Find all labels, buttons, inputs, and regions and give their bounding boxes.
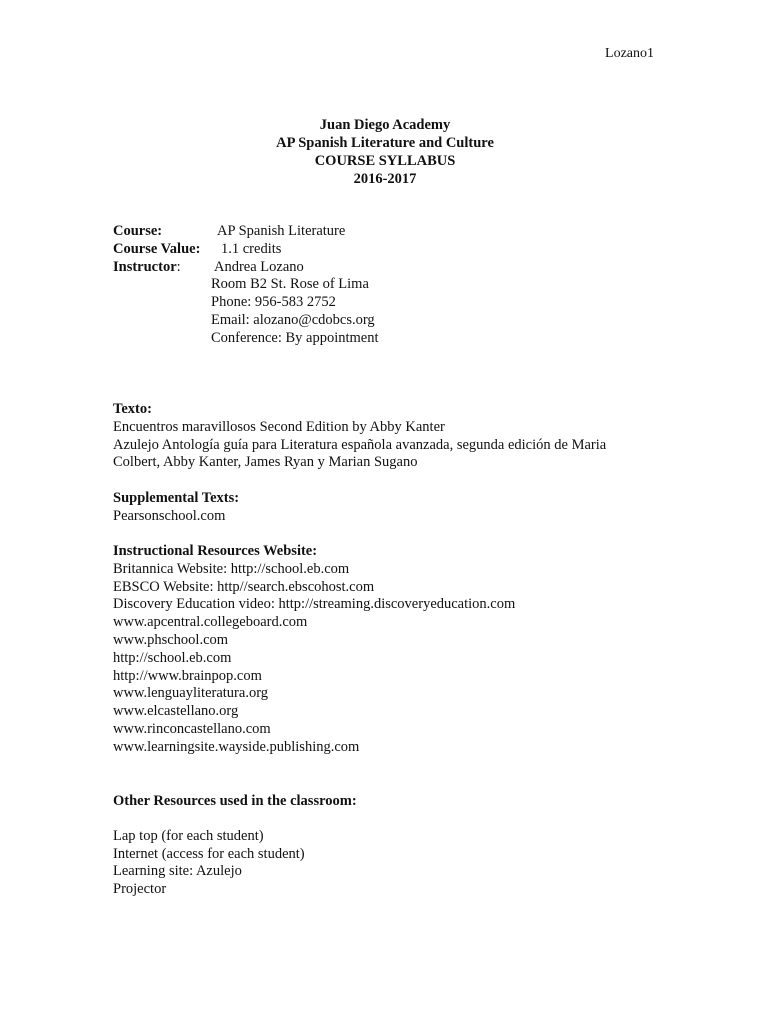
other-resources-heading: Other Resources used in the classroom: — [113, 793, 357, 809]
course-label: Course: — [113, 223, 163, 239]
instructor-row — [113, 258, 304, 277]
instructor-phone: Phone: 956-583 2752 — [211, 294, 336, 311]
supplemental-line: Pearsonschool.com — [113, 507, 226, 524]
course-row — [113, 223, 346, 241]
other-resource-line: Lap top (for each student) — [113, 827, 264, 844]
instructor-conference: Conference: By appointment — [211, 329, 379, 346]
instructor-room: Room B2 St. Rose of Lima — [211, 276, 369, 293]
course-value: AP Spanish Literature — [217, 223, 346, 239]
credits-value: 1.1 credits — [221, 240, 282, 257]
school-year: 2016-2017 — [353, 171, 417, 187]
supplemental-heading: Supplemental Texts: — [113, 490, 240, 506]
resource-line: http://school.eb.com — [113, 649, 232, 666]
other-resources-section — [113, 793, 673, 899]
room-row — [113, 276, 369, 294]
course-title: AP Spanish Literature and Culture — [276, 135, 494, 151]
other-resource-line: Projector — [113, 881, 167, 898]
instructor-label-text: Instructor — [113, 258, 177, 275]
resource-line: www.rinconcastellano.com — [113, 720, 271, 737]
instructor-email: Email: alozano@cdobcs.org — [211, 311, 375, 328]
texto-section — [113, 401, 673, 472]
other-resource-line: Internet (access for each student) — [113, 845, 305, 862]
page-header-label: Lozano1 — [605, 46, 654, 61]
conference-row — [113, 329, 379, 348]
email-row — [113, 311, 375, 330]
texto-line: Colbert, Abby Kanter, James Ryan y Marian Sugano — [113, 454, 418, 471]
course-value-row — [113, 240, 282, 259]
instructor-name: Andrea Lozano — [214, 258, 304, 275]
document-type: COURSE SYLLABUS — [314, 153, 456, 169]
instructor-label — [113, 259, 181, 277]
resource-line: Britannica Website: http://school.eb.com — [113, 560, 350, 577]
spacer — [113, 811, 673, 828]
resource-line: http://www.brainpop.com — [113, 667, 262, 684]
supplemental-section — [113, 490, 673, 526]
phone-row — [113, 294, 336, 312]
title-block — [0, 116, 770, 188]
resource-line: www.phschool.com — [113, 631, 229, 648]
resource-line: Discovery Education video: http://streaming.discoveryeducation.com — [113, 596, 516, 613]
instructional-section — [113, 543, 673, 757]
instructional-heading: Instructional Resources Website: — [113, 543, 318, 559]
other-resource-line: Learning site: Azulejo — [113, 863, 242, 880]
resource-line: www.lenguayliteratura.org — [113, 685, 269, 702]
resource-line: www.apcentral.collegeboard.com — [113, 614, 308, 631]
course-info — [113, 223, 379, 348]
instructor-label-colon: : — [176, 258, 181, 275]
resource-line: EBSCO Website: http//search.ebscohost.com — [113, 578, 375, 595]
school-name: Juan Diego Academy — [319, 117, 451, 133]
resource-line: www.learningsite.wayside.publishing.com — [113, 738, 360, 755]
resource-line: www.elcastellano.org — [113, 703, 239, 720]
texto-line: Encuentros maravillosos Second Edition by Abby Kanter — [113, 418, 445, 435]
texto-heading: Texto: — [113, 401, 152, 417]
course-value-label: Course Value: — [113, 240, 201, 257]
texto-line: Azulejo Antología guía para Literatura española avanzada, segunda edición de Maria — [113, 436, 607, 453]
